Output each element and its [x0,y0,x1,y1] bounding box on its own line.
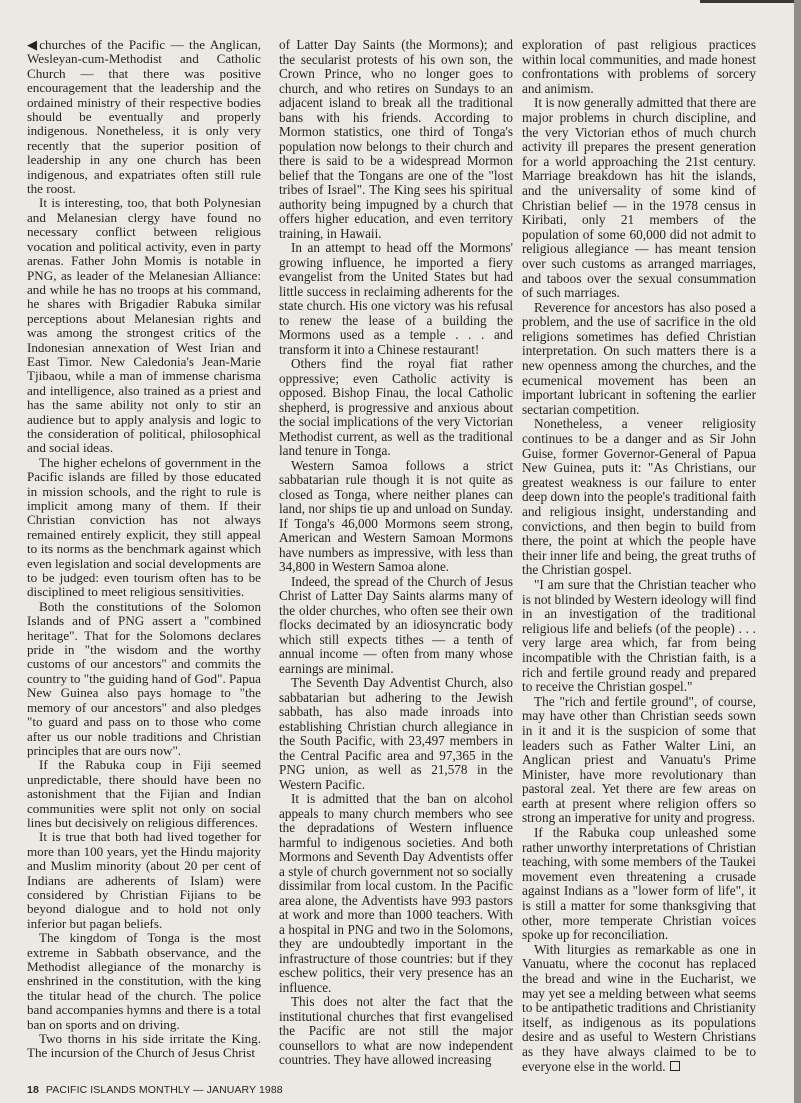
paragraph: The "rich and fertile ground", of course, may have other than Christian seeds sown in it and it is the suspicion of some that leaders such as Father Walter Lini, an Anglican priest and Vanuatu's Prime Minister, have more revolutionary than pastoral zeal. Yet there are few areas on earth at present where religion offers so strong an imperative for unity and progress. [522,693,756,826]
paragraph: Reverence for ancestors has also posed a problem, and the use of sacrifice in the old religions sometimes has defied Christian interpretation. On such matters there is a new openness among the churches, and the ecumenical movement has been an important lubricant in softening the earlier sectarian competition. [522,299,756,417]
paragraph: of Latter Day Saints (the Mormons); and the secularist protests of his own son, the Crown Prince, who no longer goes to church, and who retires on Sundays to an adjacent island to break all the traditional bans with his friends. According to Mormon statistics, one third of Tonga's population now belongs to their church and there is said to be a widespread Mormon belief that the Tongans are one of the "lost tribes of Israel". The King sees his spiritual authority being impugned by a church that offers higher education, and even territory training, in Hawaii. [279,37,513,241]
end-of-article-icon [670,1061,680,1071]
paragraph: Others find the royal fiat rather oppressive; even Catholic activity is opposed. Bishop Finau, the local Catholic shepherd, is progressive and anxious about the social implications of the very Victorian Methodist current, as well as the traditional land tenure in Tonga. [279,356,513,458]
paragraph: If the Rabuka coup unleashed some rather unworthy interpretations of Christian teaching, with some members of the Taukei movement even threatening a crusade against Indians as a "lower form of life", it is still a matter for some thanksgiving that other, more temperate Christian voices spoke up for reconciliation. [522,825,756,943]
paragraph: With liturgies as remarkable as one in Vanuatu, where the coconut has replaced the bread and wine in the Eucharist, we may yet see a melding between what seems to be antipathetic traditions and Christianity itself, as indigenous as its populations desire and as useful to Western Christians as they have always claimed to be to everyone else in the world. [522,941,756,1074]
paragraph: It is admitted that the ban on alcohol appeals to many church members who see the depradations of Western influence harmful to indigenous societies. And both Mormons and Seventh Day Adventists offer a style of church government not so socially dissimilar from local custom. In the Pacific area alone, the Adventists have 993 pastors at work and more than 1000 teachers. With a hospital in PNG and two in the Solomons, they are undoubtedly important in the infrastructure of those countries: but if they eschew politics, their very presence has an influence. [279,791,513,995]
paragraph: It is interesting, too, that both Polynesian and Melanesian clergy have found no necessary conflict between religious vocation and political activity, even in party arenas. Father John Momis is notable in PNG, as leader of the Melanesian Alliance: and while he has no troops at his command, he shares with Brigadier Rabuka similar perceptions about Melanesian rights and was among the strongest critics of the Indonesian annexation of West Irian and East Timor. New Caledonia's Jean-Marie Tjibaou, while a man of immense charisma and intelligence, also trained as a priest and has the same ability not only to stir an audience but to apply analysis and logic to the consideration of political, philosophical and social ideas. [27,195,261,456]
paragraph: If the Rabuka coup in Fiji seemed unpredictable, there should have been no astonishment that the Fijian and Indian communities were split not only on social lines but decisively on religious differences. [27,757,261,830]
page-number: 18 [27,1084,39,1096]
paragraph: Indeed, the spread of the Church of Jesus Christ of Latter Day Saints alarms many of the older churches, who often see their own flocks decimated by an idiosyncratic body which still expects tithes — a tenth of annual income — often from many whose earnings are minimal. [279,573,513,676]
paragraph: In an attempt to head off the Mormons' growing influence, he imported a fiery evangelist from the United States but had little success in reclaiming adherents for the state church. His one victory was his refusal to renew the lease of a building the Mormons used as a temple . . . and transform it into a Chinese restaurant! [279,240,513,357]
column-2 [279,38,513,1068]
paragraph: ◀churches of the Pacific — the Anglican, Wesleyan-cum-Methodist and Catholic Church — that there was positive encouragement that the leadership and the ordained ministry of their respective bodies should be eventually and properly indigenous. Nonetheless, it is only very recently that the superior position of leadership in any one church has been indigenous, and expatriates often still rule the roost. [27,37,261,197]
paragraph: The higher echelons of government in the Pacific islands are filled by those educated in mission schools, and the right to rule is implicit among many of them. If their Christian conviction has not always remained entirely explicit, they still appeal to its norms as the benchmark against which even legislation and social developments are to be judged: even tourism often has to be disciplined to meet religious sensitivities. [27,454,261,600]
top-rule [700,0,794,3]
paragraph: Western Samoa follows a strict sabbatarian rule though it is not quite as closed as Tonga, where neither planes can land, nor ships tie up and unload on Sunday. If Tonga's 46,000 Mormons seem strong, American and Western Samoan Mormons have numbers as impressive, with less than 34,800 in Western Samoa alone. [279,457,513,574]
paragraph: The Seventh Day Adventist Church, also sabbatarian but adhering to the Jewish sabbath, has also made inroads into establishing Christian church allegiance in the South Pacific, with 23,497 members in the Central Pacific area and 97,365 in the PNG union, as well as 21,578 in the Western Pacific. [279,675,513,792]
paragraph: Both the constitutions of the Solomon Islands and of PNG assert a "combined heritage". That for the Solomons declares pride in "the wisdom and the worthy customs of our ancestors" and commits the country to "the guiding hand of God". Papua New Guinea also pays homage to "the memory of our ancestors" and also pledges "to guard and pass on to those who come after us our noble traditions and Christian principles that are ours now". [27,598,261,758]
column-1 [27,38,261,1061]
continued-arrow-icon: ◀ [27,37,40,52]
paragraph: Nonetheless, a veneer religiosity continues to be a danger and as Sir John Guise, former Governor-General of Papua New Guinea, puts it: "As Christians, our greatest weakness is our failure to enter deep down into the people's traditional faith and religious insight, understanding and convictions, and then begin to build from there, the point at which the people have their inner life and being, the great truths of the Christian gospel. [522,416,756,578]
paragraph: It is true that both had lived together for more than 100 years, yet the Hindu majority and Muslim minority (about 20 per cent of Indians are adherents of Islam) were considered by Christian Fijians to be beyond dialogue and to hold not only inferior but pagan beliefs. [27,829,261,931]
paragraph: exploration of past religious practices within local communities, and made honest confrontations with problems of sorcery and animism. [522,37,756,96]
page-footer [27,1084,283,1096]
column-3 [522,38,756,1074]
paragraph: It is now generally admitted that there are major problems in church discipline, and the very Victorian ethos of much church activity ill prepares the present generation for a world approaching the 21st century. Marriage breakdown has hit the islands, and the universality of some kind of Christian belief — in the 1978 census in Kiribati, only 21 members of the population of some 60,000 did not admit to religious allegiance — has meant tension over such customs as arranged marriages, and taboos over the sexual consummation of such marriages. [522,95,756,301]
paragraph: The kingdom of Tonga is the most extreme in Sabbath observance, and the Methodist allegiance of the monarchy is enshrined in the constitution, with the king the titular head of the church. The police band accompanies hymns and there is a total ban on sports and on driving. [27,930,261,1032]
paragraph: "I am sure that the Christian teacher who is not blinded by Western ideology will find in an investigation of the traditional religious life and beliefs (of the people) . . . very large area which, far from being incompatible with the Christian faith, is a rich and fertile ground ready and prepared to receive the Christian gospel." [522,576,756,695]
page-edge-bar [794,0,801,1103]
publication-line: PACIFIC ISLANDS MONTHLY — JANUARY 1988 [45,1084,283,1096]
paragraph: This does not alter the fact that the institutional churches that first evangelised the Pacific are not still the major counsellors to what are now independent countries. They have allowed increasing [279,994,513,1067]
paragraph: Two thorns in his side irritate the King. The incursion of the Church of Jesus Christ [27,1031,261,1061]
